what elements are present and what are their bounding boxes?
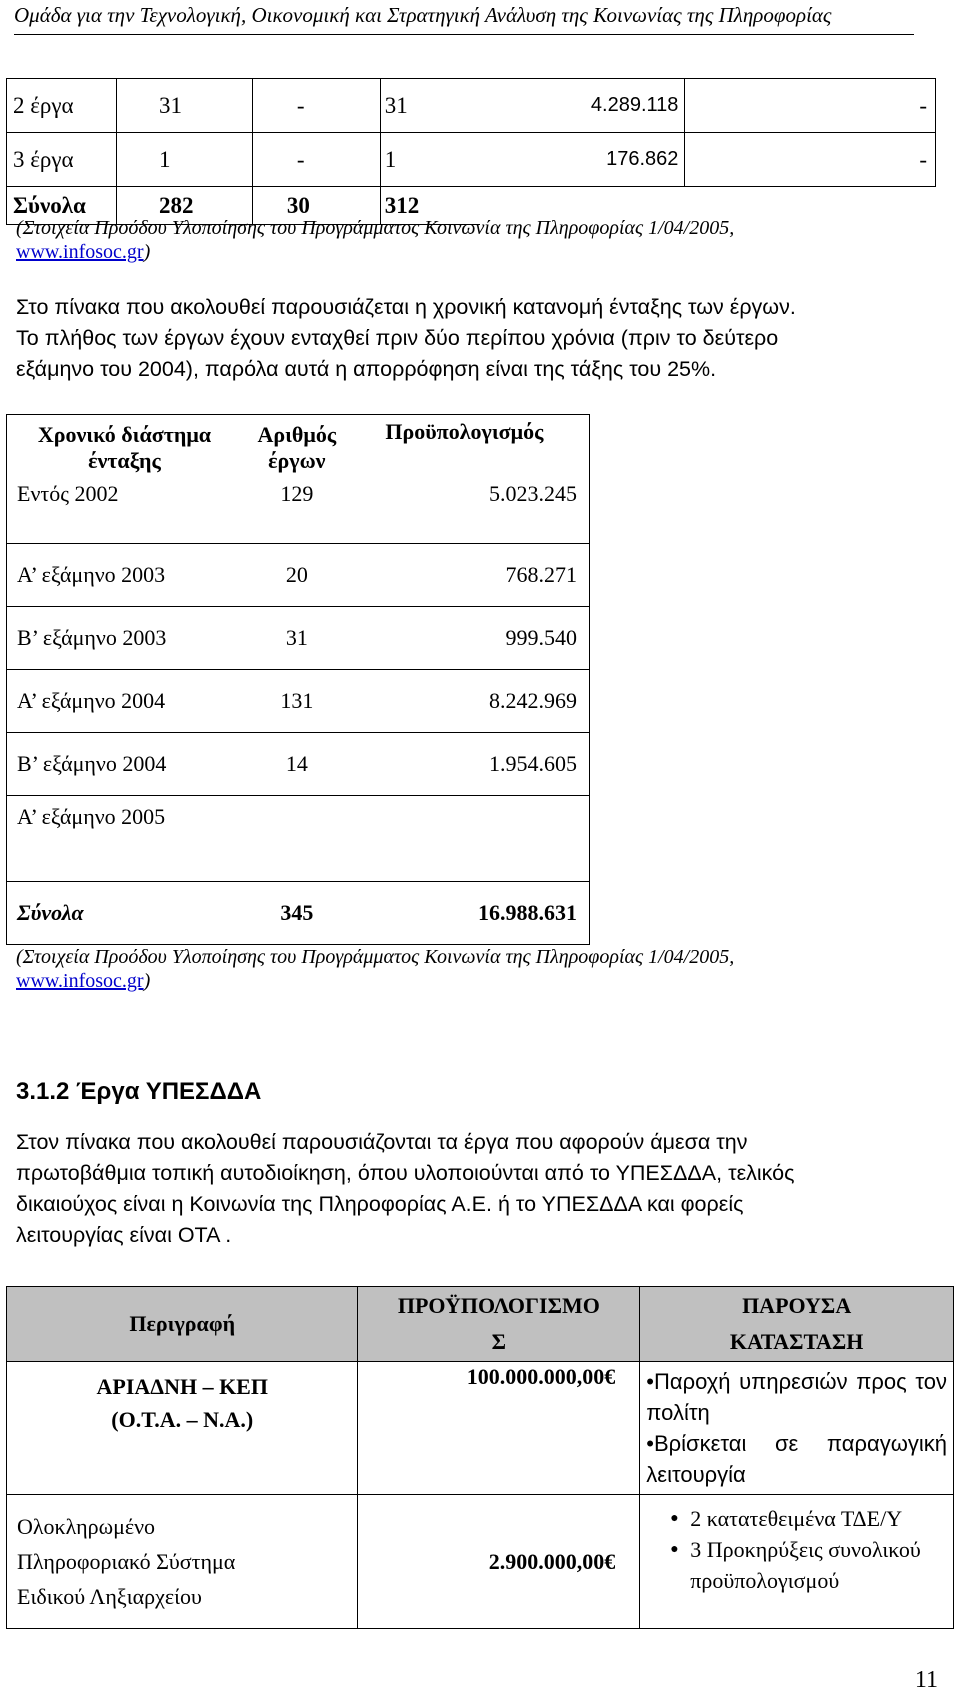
para-line: Το πλήθος των έργων έχουν ενταχθεί πριν δύο περίπου χρόνια (πριν το δεύτερο [16, 326, 779, 350]
para-line: πρωτοβάθμια τοπική αυτοδιοίκηση, όπου υλοποιούνται από το ΥΠΕΣΔΔΑ, τελικός [16, 1161, 795, 1185]
count-cell: 14 [242, 733, 352, 796]
header-text: έργων [268, 448, 326, 473]
status-item: ● 3 Προκηρύξεις συνολικού προϋπολογισμού [670, 1534, 947, 1596]
header-budget: Προϋπολογισμός [352, 415, 590, 482]
cell: - [252, 79, 380, 133]
period-cell: Β’ εξάμηνο 2003 [7, 607, 242, 670]
status-item: •Παροχή υπηρεσιών προς τον πολίτη [646, 1369, 947, 1425]
period-cell: Β’ εξάμηνο 2004 [7, 733, 242, 796]
status-item: ● 2 κατατεθειμένα ΤΔΕ/Υ [670, 1503, 947, 1534]
source-text: (Στοιχεία Προόδου Υλοποίησης του Προγράμματος Κοινωνία της Πληροφορίας 1/04/2005, [16, 217, 735, 239]
period-cell: Α’ εξάμηνο 2003 [7, 544, 242, 607]
status-cell [640, 1495, 954, 1629]
table-row [7, 733, 590, 796]
page-header: Ομάδα για την Τεχνολογική, Οικονομική και Στρατηγική Ανάλυση της Κοινωνίας της Πληροφορίας [14, 0, 914, 35]
totals-budget: 16.988.631 [352, 882, 590, 945]
cell: - [685, 133, 936, 187]
source-link[interactable]: www.infosoc.gr [16, 241, 144, 263]
table-row [7, 544, 590, 607]
cell: - [685, 79, 936, 133]
cell: 31 [380, 79, 480, 133]
para-line: λειτουργίας είναι ΟΤΑ . [16, 1223, 232, 1247]
cell: 312 [380, 187, 480, 225]
budget-cell: 8.242.969 [352, 670, 590, 733]
source-text: (Στοιχεία Προόδου Υλοποίησης του Προγράμματος Κοινωνία της Πληροφορίας 1/04/2005, [16, 946, 735, 968]
row-label: 2 έργα [7, 79, 117, 133]
table-row [7, 79, 936, 133]
period-cell: Α’ εξάμηνο 2005 [7, 796, 242, 882]
table-row [7, 607, 590, 670]
table-row [7, 133, 936, 187]
paragraph-ypesdda [16, 1127, 936, 1251]
description-cell [7, 1495, 358, 1629]
budget-cell: 1.954.605 [352, 733, 590, 796]
desc-text: ΑΡΙΑΔΝΗ – ΚΕΠ [96, 1374, 268, 1399]
description-cell [7, 1362, 358, 1495]
table-row [7, 1362, 954, 1495]
source-note [16, 216, 916, 264]
amount-cell: 176.862 [480, 133, 685, 187]
para-line: Στον πίνακα που ακολουθεί παρουσιάζονται τα έργα που αφορούν άμεσα την [16, 1130, 748, 1154]
header-status [640, 1287, 954, 1362]
status-item: •Βρίσκεται σε παραγωγική λειτουργία [646, 1431, 947, 1487]
source-close: ) [143, 970, 151, 992]
header-text: Αριθμός [257, 422, 337, 447]
totals-count: 345 [242, 882, 352, 945]
table-row [7, 670, 590, 733]
budget-cell: 2.900.000,00€ [358, 1495, 640, 1629]
header-description: Περιγραφή [7, 1287, 358, 1362]
table-header-row [7, 415, 590, 482]
header-text: Χρονικό διάστημα [37, 422, 212, 447]
table-row [7, 481, 590, 544]
totals-label: Σύνολα [7, 882, 242, 945]
projects-count-table [6, 78, 936, 225]
amount-cell: 4.289.118 [480, 79, 685, 133]
desc-text: Ειδικού Ληξιαρχείου [17, 1584, 202, 1609]
table-row [7, 796, 590, 882]
row-label: 3 έργα [7, 133, 117, 187]
para-line: εξάμηνο του 2004), παρόλα αυτά η απορρόφηση είναι της τάξης του 25%. [16, 357, 717, 381]
totals-row [7, 882, 590, 945]
header-budget [358, 1287, 640, 1362]
count-cell: 131 [242, 670, 352, 733]
time-distribution-table [6, 414, 590, 945]
count-cell: 31 [242, 607, 352, 670]
header-text: ΠΑΡΟΥΣΑ [742, 1293, 852, 1318]
page-number: 11 [914, 1667, 938, 1693]
paragraph-time-distribution [16, 292, 936, 385]
desc-text: Πληροφοριακό Σύστημα [17, 1549, 236, 1574]
ypesdda-projects-table [6, 1286, 954, 1629]
cell: 282 [116, 187, 252, 225]
status-cell [640, 1362, 954, 1495]
para-line: δικαιούχος είναι η Κοινωνία της Πληροφορίας Α.Ε. ή το ΥΠΕΣΔΔΑ και φορείς [16, 1192, 744, 1216]
cell: 1 [116, 133, 252, 187]
count-cell: 20 [242, 544, 352, 607]
header-text: ΠΡΟΫΠΟΛΟΓΙΣΜΟ [397, 1293, 600, 1318]
source-link[interactable]: www.infosoc.gr [16, 970, 144, 992]
header-text: ένταξης [88, 448, 161, 473]
budget-cell: 5.023.245 [352, 481, 590, 544]
para-line: Στο πίνακα που ακολουθεί παρουσιάζεται η χρονική κατανομή ένταξης των έργων. [16, 295, 796, 319]
budget-cell: 768.271 [352, 544, 590, 607]
totals-label: Σύνολα [7, 187, 117, 225]
cell: - [252, 133, 380, 187]
cell: 31 [116, 79, 252, 133]
budget-cell [352, 796, 590, 882]
period-cell: Α’ εξάμηνο 2004 [7, 670, 242, 733]
section-title: 3.1.2 Έργα ΥΠΕΣΔΔΑ [16, 1078, 262, 1105]
budget-cell: 999.540 [352, 607, 590, 670]
header-text: ΚΑΤΑΣΤΑΣΗ [729, 1329, 864, 1354]
desc-text: Ολοκληρωμένο [17, 1514, 156, 1539]
budget-cell: 100.000.000,00€ [358, 1362, 640, 1495]
table-header-row [7, 1287, 954, 1362]
count-cell [242, 796, 352, 882]
source-close: ) [143, 241, 151, 263]
header-text: Σ [491, 1329, 507, 1354]
period-cell: Εντός 2002 [7, 481, 242, 544]
desc-text: (Ο.Τ.Α. – Ν.Α.) [111, 1407, 254, 1432]
table-row [7, 1495, 954, 1629]
source-note [16, 945, 916, 993]
cell: 1 [380, 133, 480, 187]
header-period [7, 415, 242, 482]
header-count [242, 415, 352, 482]
cell: 30 [252, 187, 380, 225]
count-cell: 129 [242, 481, 352, 544]
